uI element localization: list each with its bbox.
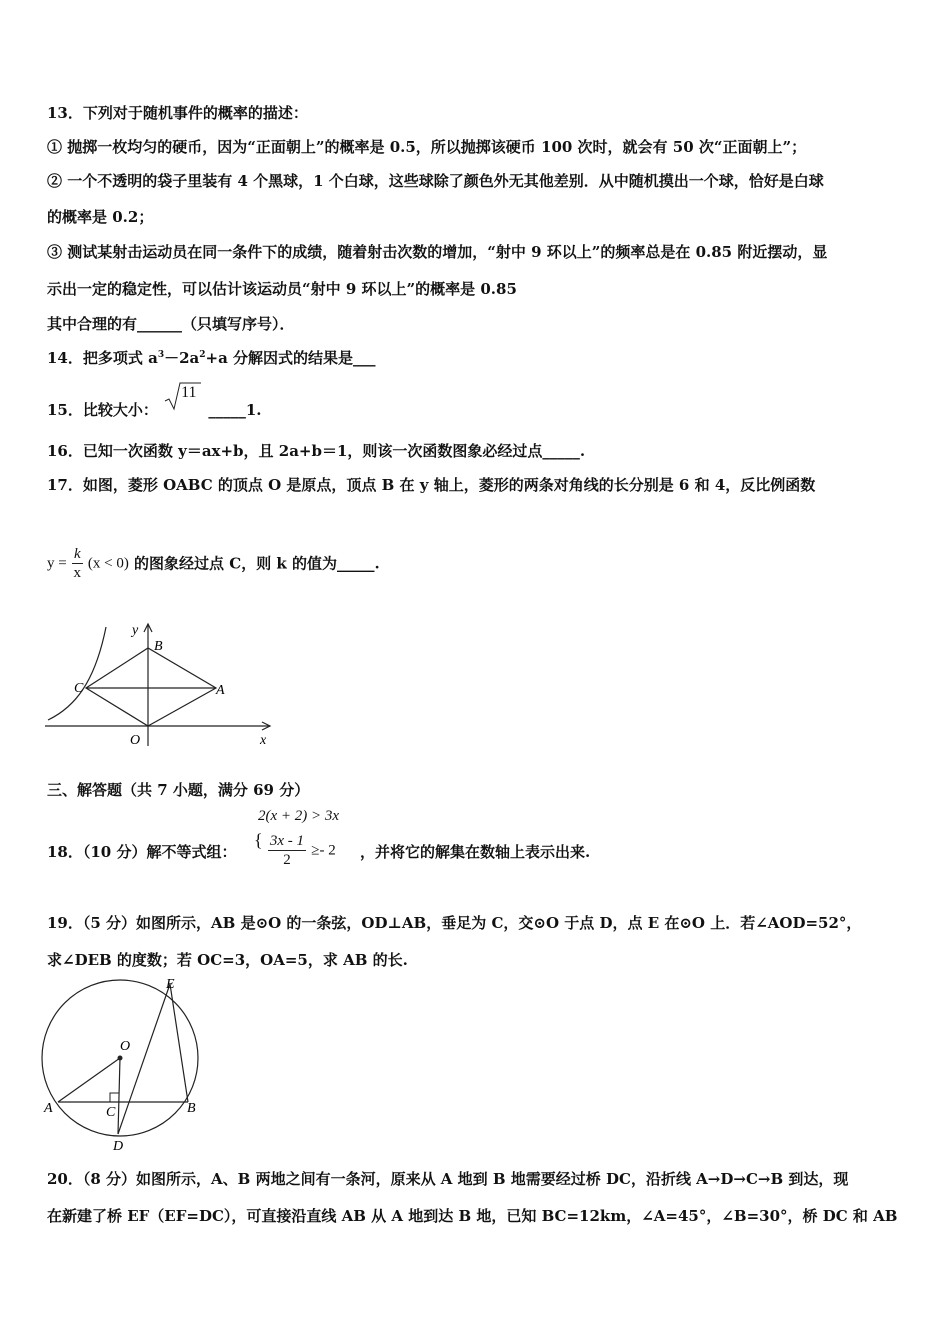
q18-ineq2-rel: ≥- 2 (311, 842, 336, 859)
q13-title: 13．下列对于随机事件的概率的描述： (47, 104, 308, 122)
label-x: x (260, 733, 267, 748)
q15-suffix: _____1. (208, 401, 262, 419)
q13-statement-2a: ② 一个不透明的袋子里装有 4 个黑球，1 个白球，这些球除了颜色外无其他差别．从中随机摸出一个球，恰好是白球 (47, 172, 824, 190)
q16-text: 16．已知一次函数 y＝ax+b，且 2a+b＝1，则该一次函数图象必经过点_____. (47, 442, 586, 460)
right-angle-icon (110, 1093, 119, 1102)
label-b: B (187, 1101, 196, 1116)
q17-figure (40, 612, 280, 756)
q13-statement-3a: ③ 测试某射击运动员在同一条件下的成绩，随着射击次数的增加，“射中 9 环以上”的频率总是在 0.85 附近摆动，显 (47, 243, 828, 261)
q18-ineq2-frac (268, 832, 306, 869)
rhombus-oabc (86, 648, 216, 726)
q19-figure (38, 976, 208, 1160)
q15-prefix: 15．比较大小： (47, 401, 158, 419)
q18-ineq2 (254, 832, 336, 878)
label-a: A (44, 1101, 53, 1116)
q18-ineq2-den: 2 (283, 852, 291, 868)
q20-line2: 在新建了桥 EF（EF=DC），可直接沿直线 AB 从 A 地到达 B 地，已知 BC=12km，∠A=45°，∠B=30°，桥 DC 和 AB (47, 1207, 898, 1225)
segment-od (118, 1058, 120, 1134)
segment-oa (58, 1058, 120, 1102)
q17-tail: 的图象经过点 C，则 k 的值为_____. (134, 554, 380, 573)
q18-ineq2-num: 3x - 1 (269, 833, 305, 849)
label-o: O (130, 733, 141, 748)
q14-exp2: 2 (199, 350, 206, 360)
q14-exp1: 3 (157, 350, 165, 360)
q18-suffix: ，并将它的解集在数轴上表示出来. (360, 843, 591, 861)
q14-prefix: 14．把多项式 a (47, 349, 158, 367)
q18-prefix: 18．（10 分）解不等式组： (47, 843, 237, 861)
q18-brace: { (254, 830, 263, 850)
q13-question: 其中合理的有______（只填写序号）． (47, 315, 295, 333)
q17-formula-line (47, 545, 380, 585)
label-y: y (132, 623, 139, 638)
q19-line1: 19．（5 分）如图所示，AB 是⊙O 的一条弦，OD⊥AB，垂足为 C，交⊙O 于点 D，点 E 在⊙O 上．若∠AOD=52°， (47, 914, 862, 932)
q15-sqrt (163, 384, 203, 415)
label-a: A (216, 683, 225, 698)
label-o: O (120, 1039, 131, 1054)
q18-ineq1: 2(x + 2) > 3x (258, 808, 340, 824)
q20-line1: 20．（8 分）如图所示，A、B 两地之间有一条河，原来从 A 地到 B 地需要经过桥 DC，沿折线 A→D→C→B 到达，现 (47, 1170, 849, 1188)
center-dot-icon (118, 1056, 123, 1061)
label-d: D (113, 1139, 124, 1154)
q13-statement-2b: 的概率是 0.2； (47, 208, 154, 226)
label-c: C (74, 681, 84, 696)
q14-mid: －2a (164, 349, 200, 367)
q17-text: 17．如图，菱形 OABC 的顶点 O 是原点，顶点 B 在 y 轴上，菱形的两条对角线的长分别是 6 和 4，反比例函数 (47, 476, 816, 494)
q19-line2: 求∠DEB 的度数；若 OC=3，OA=5，求 AB 的长. (47, 951, 408, 969)
q17-func-y: y = (47, 555, 67, 572)
q15-line (47, 384, 262, 420)
q17-func-frac (72, 545, 83, 582)
label-e: E (166, 977, 175, 992)
hyperbola-curve (48, 627, 106, 720)
q17-func-den: x (73, 565, 82, 581)
q15-radicand: 11 (181, 384, 197, 401)
segment-ed (118, 984, 170, 1134)
q17-func-cond: (x < 0) (87, 555, 129, 572)
label-b: B (154, 639, 163, 654)
label-c: C (106, 1105, 116, 1120)
segment-eb (170, 984, 188, 1102)
q14-line (47, 348, 376, 368)
q13-statement-3b: 示出一定的稳定性，可以估计该运动员“射中 9 环以上”的概率是 0.85 (47, 280, 517, 298)
q14-suffix: +a 分解因式的结果是___ (205, 349, 376, 367)
section3-title: 三、解答题（共 7 小题，满分 69 分） (47, 781, 310, 799)
q13-statement-1: ① 抛掷一枚均匀的硬币，因为“正面朝上”的概率是 0.5，所以抛掷该硬币 100 次时，就会有 50 次“正面朝上”； (47, 138, 807, 156)
q17-func-num: k (73, 546, 81, 562)
